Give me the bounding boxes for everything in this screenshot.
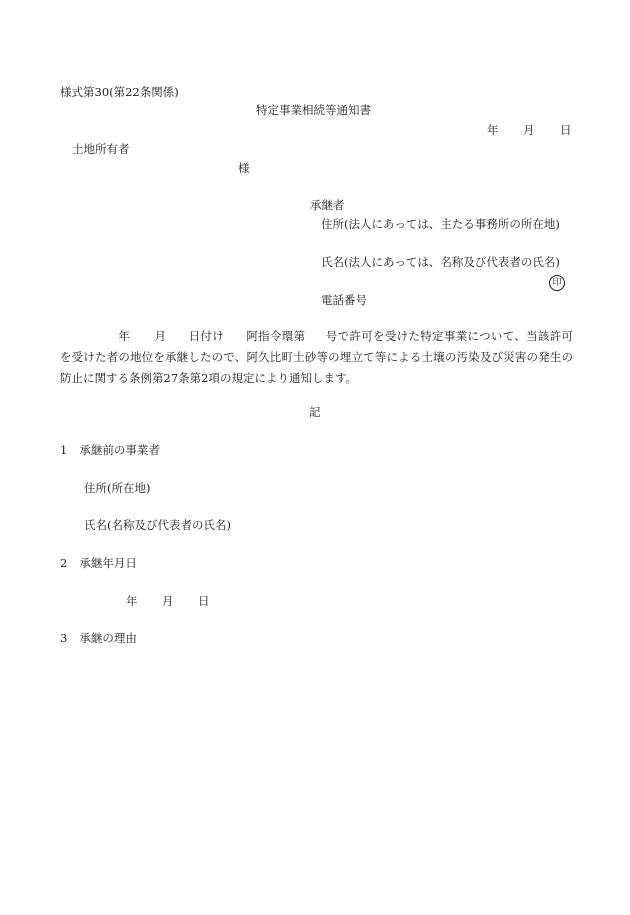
- item-1-label: 承継前の事業者: [79, 443, 160, 457]
- item-2-day-label: 日: [198, 594, 210, 608]
- successor-address-label: 住所(法人にあっては、主たる事務所の所在地): [321, 217, 560, 231]
- date-year-label: 年: [487, 123, 499, 137]
- recipient-label: 土地所有者: [72, 142, 130, 156]
- notification-body: [60, 326, 573, 389]
- seal-mark: 印: [549, 275, 565, 291]
- successor-phone-label: 電話番号: [321, 293, 367, 307]
- body-date-suffix: 日付け: [188, 329, 225, 343]
- form-number: 様式第30(第22条関係): [60, 85, 179, 99]
- item-2-number: 2: [60, 556, 68, 570]
- date-day-label: 日: [560, 123, 572, 137]
- successor-heading: 承継者: [310, 198, 345, 212]
- document-title: 特定事業相続等通知書: [256, 103, 371, 117]
- successor-name-label: 氏名(法人にあっては、名称及び代表者の氏名): [321, 255, 560, 269]
- item-2-month-label: 月: [162, 594, 174, 608]
- item-3-number: 3: [60, 631, 68, 645]
- item-1-name-label: 氏名(名称及び代表者の氏名): [84, 518, 231, 532]
- body-permit-suffix: 号で許可を受けた特定事業について、当該許可を受けた者の地位を承継したので、阿久比町土砂等の埋立て等による土壌の汚染及び災害の発生の防止に関する条例第27条第2項の規定により通知します。: [60, 329, 574, 385]
- item-3-label: 承継の理由: [79, 631, 137, 645]
- date-month-label: 月: [523, 123, 535, 137]
- item-3-heading: [60, 632, 137, 646]
- note-mark: 記: [309, 405, 321, 419]
- body-month: 月: [154, 329, 167, 343]
- recipient-honorific: 様: [238, 161, 250, 175]
- item-2-year-label: 年: [126, 594, 138, 608]
- item-2-label: 承継年月日: [79, 556, 137, 570]
- body-year: 年: [118, 329, 131, 343]
- item-1-address-label: 住所(所在地): [84, 481, 151, 495]
- item-2-heading: [60, 557, 137, 571]
- item-1-number: 1: [60, 443, 68, 457]
- item-1-heading: [60, 444, 160, 458]
- body-permit-prefix: 阿指令環第: [246, 329, 306, 343]
